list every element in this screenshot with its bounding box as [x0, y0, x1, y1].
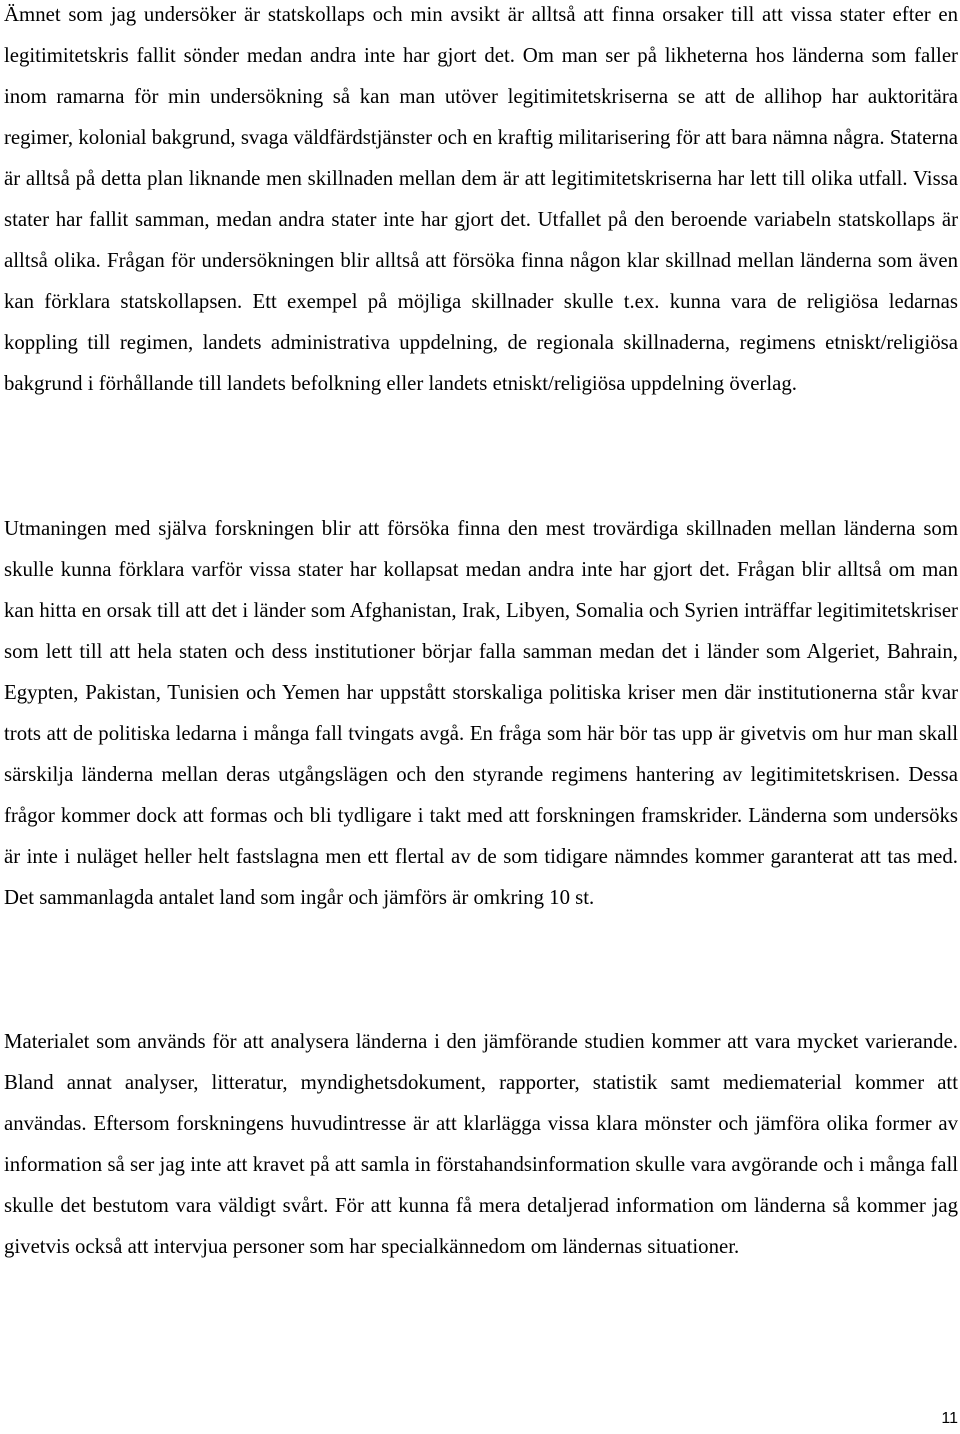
- body-paragraph: Utmaningen med själva forskningen blir att försöka finna den mest trovärdiga skillnaden mellan länderna som skulle kunna förklara varför vissa stater har kollapsat medan andra inte har gjort det. Frågan blir alltså om man kan hitta en orsak till att det i länder som Afghanistan, Irak, Libyen, Somalia och Syrien inträffar legitimitetskriser som lett till att hela staten och dess institutioner börjar falla samman medan det i länder som Algeriet, Bahrain, Egypten, Pakistan, Tunisien och Yemen har uppstått storskaliga politiska kriser men där institutionerna står kvar trots att de politiska ledarna i många fall tvingats avgå. En fråga som här bör tas upp är givetvis om hur man skall särskilja länderna mellan deras utgångslägen och den styrande regimens hantering av legitimitetskrisen. Dessa frågor kommer dock att formas och bli tydligare i takt med att forskningen framskrider. Länderna som undersöks är inte i nuläget heller helt fastslagna men ett flertal av de som tidigare nämndes kommer garanterat att tas med. Det sammanlagda antalet land som ingår och jämförs är omkring 10 st.: [4, 517, 958, 909]
- body-paragraph: Materialet som används för att analysera länderna i den jämförande studien kommer att vara mycket varierande. Bland annat analyser, litteratur, myndighetsdokument, rapporter, statistik samt mediematerial kommer att användas. Eftersom forskningens huvudintresse är att klarlägga vissa klara mönster och jämföra olika former av information så ser jag inte att kravet på att samla in förstahandsinformation skulle vara avgörande och i många fall skulle det bestutom vara väldigt svårt. För att kunna få mera detaljerad information om länderna så kommer jag givetvis också att intervjua personer som har specialkännedom om ländernas situationer.: [4, 1030, 958, 1258]
- page-number: 11: [941, 1410, 958, 1427]
- document-page: [4, 0, 958, 1434]
- body-paragraph: Ämnet som jag undersöker är statskollaps och min avsikt är alltså att finna orsaker till att vissa stater efter en legitimitetskris fallit sönder medan andra inte har gjort det. Om man ser på likheterna hos länderna som faller inom ramarna för min undersökning så kan man utöver legitimitetskriserna se att de allihop har auktoritära regimer, kolonial bakgrund, svaga väldfärdstjänster och en kraftig militarisering för att bara nämna några. Staterna är alltså på detta plan liknande men skillnaden mellan dem är att legitimitetskriserna har lett till olika utfall. Vissa stater har fallit samman, medan andra stater inte har gjort det. Utfallet på den beroende variabeln statskollaps är alltså olika. Frågan för undersökningen blir alltså att försöka finna någon klar skillnad mellan länderna som även kan förklara statskollapsen. Ett exempel på möjliga skillnader skulle t.ex. kunna vara de religiösa ledarnas koppling till regimen, landets administrativa uppdelning, de regionala skillnaderna, regimens etniskt/religiösa bakgrund i förhållande till landets befolkning eller landets etniskt/religiösa uppdelning överlag.: [4, 3, 958, 395]
